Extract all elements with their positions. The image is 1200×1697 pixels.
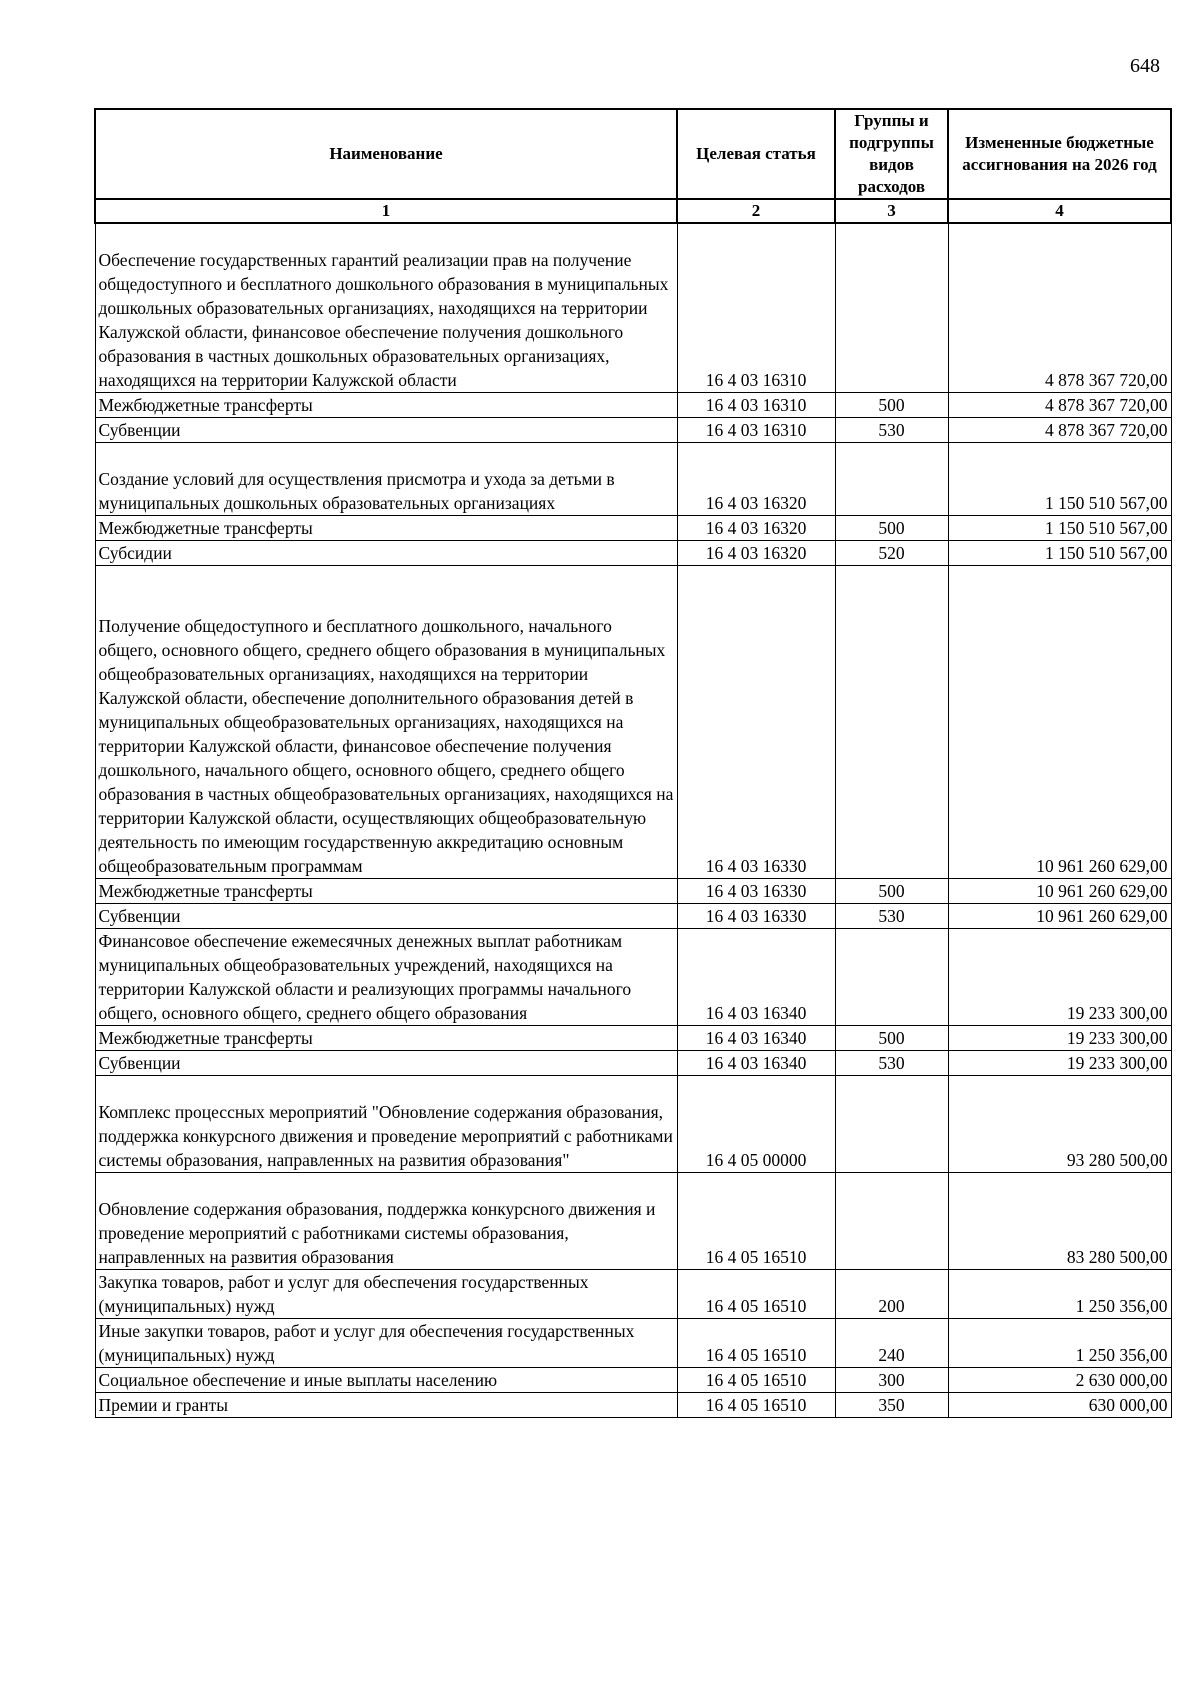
row-amount: 1 150 510 567,00: [948, 541, 1171, 566]
row-name-text: Премии и гранты: [98, 1395, 229, 1415]
row-code: 16 4 03 16320: [677, 443, 835, 516]
row-group: 530: [835, 418, 948, 443]
header-row: [95, 109, 1171, 199]
row-code: 16 4 03 16330: [677, 879, 835, 904]
row-name: [95, 393, 677, 418]
column-number: 1: [95, 199, 677, 223]
row-name: [95, 1270, 677, 1319]
row-code: 16 4 03 16320: [677, 541, 835, 566]
table-row: [95, 879, 1171, 904]
row-code: 16 4 03 16320: [677, 516, 835, 541]
row-name: [95, 879, 677, 904]
row-group: 500: [835, 1026, 948, 1051]
row-amount: 630 000,00: [948, 1393, 1171, 1418]
table-row: [95, 929, 1171, 1026]
page-number: 648: [1130, 55, 1160, 77]
row-name-text: Обеспечение государственных гарантий реализации прав на получение общедоступного и бесплатного дошкольного образования в муниципальных дошкольных образовательных организациях, находящихся на территории Калужской области, финансовое обеспечение получения дошкольного образования в частных дошкольных образовательных организациях, находящихся на территории Калужской области: [98, 250, 669, 390]
table-row: [95, 1173, 1171, 1270]
row-name: [95, 418, 677, 443]
table-row: [95, 566, 1171, 879]
row-name: [95, 443, 677, 516]
table-body: [95, 223, 1171, 1418]
row-name-text: Субвенции: [98, 1053, 181, 1073]
budget-table: [94, 108, 1172, 1418]
row-code: 16 4 03 16330: [677, 904, 835, 929]
table-row: [95, 1051, 1171, 1076]
row-name-text: Субсидии: [98, 543, 172, 563]
row-group: [835, 223, 948, 393]
row-amount: 4 878 367 720,00: [948, 223, 1171, 393]
row-amount: 1 250 356,00: [948, 1319, 1171, 1368]
row-group: 500: [835, 393, 948, 418]
row-amount: 19 233 300,00: [948, 929, 1171, 1026]
row-group: [835, 929, 948, 1026]
row-amount: 10 961 260 629,00: [948, 566, 1171, 879]
row-name: [95, 1051, 677, 1076]
row-code: 16 4 03 16310: [677, 393, 835, 418]
row-code: 16 4 03 16310: [677, 223, 835, 393]
row-code: 16 4 03 16340: [677, 1026, 835, 1051]
row-name: [95, 1026, 677, 1051]
row-group: 500: [835, 879, 948, 904]
row-name-text: Создание условий для осуществления присмотра и ухода за детьми в муниципальных дошкольных образовательных организациях: [98, 469, 615, 513]
column-number-row: [95, 199, 1171, 223]
row-group: [835, 1076, 948, 1173]
row-name-text: Субвенции: [98, 420, 181, 440]
row-group: [835, 566, 948, 879]
column-number: 2: [677, 199, 835, 223]
row-amount: 19 233 300,00: [948, 1051, 1171, 1076]
row-name-text: Межбюджетные трансферты: [98, 395, 313, 415]
row-name: [95, 566, 677, 879]
row-group: 500: [835, 516, 948, 541]
row-name-text: Иные закупки товаров, работ и услуг для обеспечения государственных (муниципальных) нужд: [98, 1321, 635, 1365]
row-code: 16 4 03 16340: [677, 929, 835, 1026]
row-code: 16 4 05 16510: [677, 1173, 835, 1270]
row-code: 16 4 03 16340: [677, 1051, 835, 1076]
row-code: 16 4 05 16510: [677, 1393, 835, 1418]
row-group: 530: [835, 904, 948, 929]
row-spacer: [99, 566, 674, 590]
row-name: [95, 904, 677, 929]
row-amount: 10 961 260 629,00: [948, 904, 1171, 929]
row-spacer: [99, 590, 674, 614]
row-group: [835, 1173, 948, 1270]
row-amount: 4 878 367 720,00: [948, 418, 1171, 443]
table-row: [95, 516, 1171, 541]
row-name: [95, 929, 677, 1026]
row-amount: 19 233 300,00: [948, 1026, 1171, 1051]
table-row: [95, 1270, 1171, 1319]
row-name: [95, 541, 677, 566]
row-code: 16 4 03 16310: [677, 418, 835, 443]
table-row: [95, 393, 1171, 418]
row-name-text: Получение общедоступного и бесплатного дошкольного, начального общего, основного общего, среднего общего образования в муниципальных общеобразовательных организациях, находящихся на территории Калужской области, обеспечение дополнительного образования детей в муниципальных общеобразовательных организациях, находящихся на территории Калужской области, финансовое обеспечение получения дошкольного, начального общего, основного общего, среднего общего образования в частных общеобразовательных организациях, находящихся на территории Калужской области, осуществляющих общеобразовательную деятельность по имеющим государственную аккредитацию основным общеобразовательным программам: [98, 616, 674, 876]
column-number: 3: [835, 199, 948, 223]
row-name-text: Закупка товаров, работ и услуг для обеспечения государственных (муниципальных) нужд: [98, 1272, 589, 1316]
table-row: [95, 904, 1171, 929]
row-name: [95, 1319, 677, 1368]
row-name: [95, 1393, 677, 1418]
row-group: 240: [835, 1319, 948, 1368]
table-row: [95, 1076, 1171, 1173]
table-row: [95, 541, 1171, 566]
row-spacer: [99, 1076, 674, 1100]
row-amount: 2 630 000,00: [948, 1368, 1171, 1393]
row-code: 16 4 05 00000: [677, 1076, 835, 1173]
row-name-text: Обновление содержания образования, поддержка конкурсного движения и проведение мероприятий с работниками системы образования, направленных на развития образования: [98, 1199, 656, 1267]
row-name: [95, 1368, 677, 1393]
row-group: 530: [835, 1051, 948, 1076]
header-code: Целевая статья: [677, 109, 835, 199]
header-group: Группы и подгруппы видов расходов: [835, 109, 948, 199]
row-name-text: Межбюджетные трансферты: [98, 518, 313, 538]
row-name-text: Межбюджетные трансферты: [98, 1028, 313, 1048]
row-name: [95, 223, 677, 393]
table-row: [95, 1393, 1171, 1418]
row-amount: 1 150 510 567,00: [948, 443, 1171, 516]
table-row: [95, 1368, 1171, 1393]
row-name: [95, 1173, 677, 1270]
row-spacer: [99, 443, 674, 467]
row-amount: 10 961 260 629,00: [948, 879, 1171, 904]
row-group: 200: [835, 1270, 948, 1319]
row-name-text: Межбюджетные трансферты: [98, 881, 313, 901]
row-amount: 1 250 356,00: [948, 1270, 1171, 1319]
table-row: [95, 223, 1171, 393]
row-name-text: Социальное обеспечение и иные выплаты населению: [98, 1370, 498, 1390]
row-group: 300: [835, 1368, 948, 1393]
table-row: [95, 443, 1171, 516]
row-spacer: [99, 224, 674, 248]
row-amount: 1 150 510 567,00: [948, 516, 1171, 541]
row-group: [835, 443, 948, 516]
table-row: [95, 1026, 1171, 1051]
row-code: 16 4 05 16510: [677, 1368, 835, 1393]
row-code: 16 4 05 16510: [677, 1270, 835, 1319]
row-group: 350: [835, 1393, 948, 1418]
row-name: [95, 516, 677, 541]
row-amount: 83 280 500,00: [948, 1173, 1171, 1270]
table-row: [95, 418, 1171, 443]
row-spacer: [99, 1173, 674, 1197]
header-name: Наименование: [95, 109, 677, 199]
row-name-text: Субвенции: [98, 906, 181, 926]
row-code: 16 4 05 16510: [677, 1319, 835, 1368]
row-amount: 4 878 367 720,00: [948, 393, 1171, 418]
row-name: [95, 1076, 677, 1173]
header-amount: Измененные бюджетные ассигнования на 2026 год: [948, 109, 1171, 199]
column-number: 4: [948, 199, 1171, 223]
row-name-text: Финансовое обеспечение ежемесячных денежных выплат работникам муниципальных общеобразовательных учреждений, находящихся на территории Калужской области и реализующих программы начального общего, основного общего, среднего общего образования: [98, 931, 632, 1023]
row-amount: 93 280 500,00: [948, 1076, 1171, 1173]
row-group: 520: [835, 541, 948, 566]
row-name-text: Комплекс процессных мероприятий "Обновление содержания образования, поддержка конкурсного движения и проведение мероприятий с работниками системы образования, направленных на развития образования": [98, 1102, 673, 1170]
table-header: [95, 109, 1171, 223]
table-row: [95, 1319, 1171, 1368]
row-code: 16 4 03 16330: [677, 566, 835, 879]
